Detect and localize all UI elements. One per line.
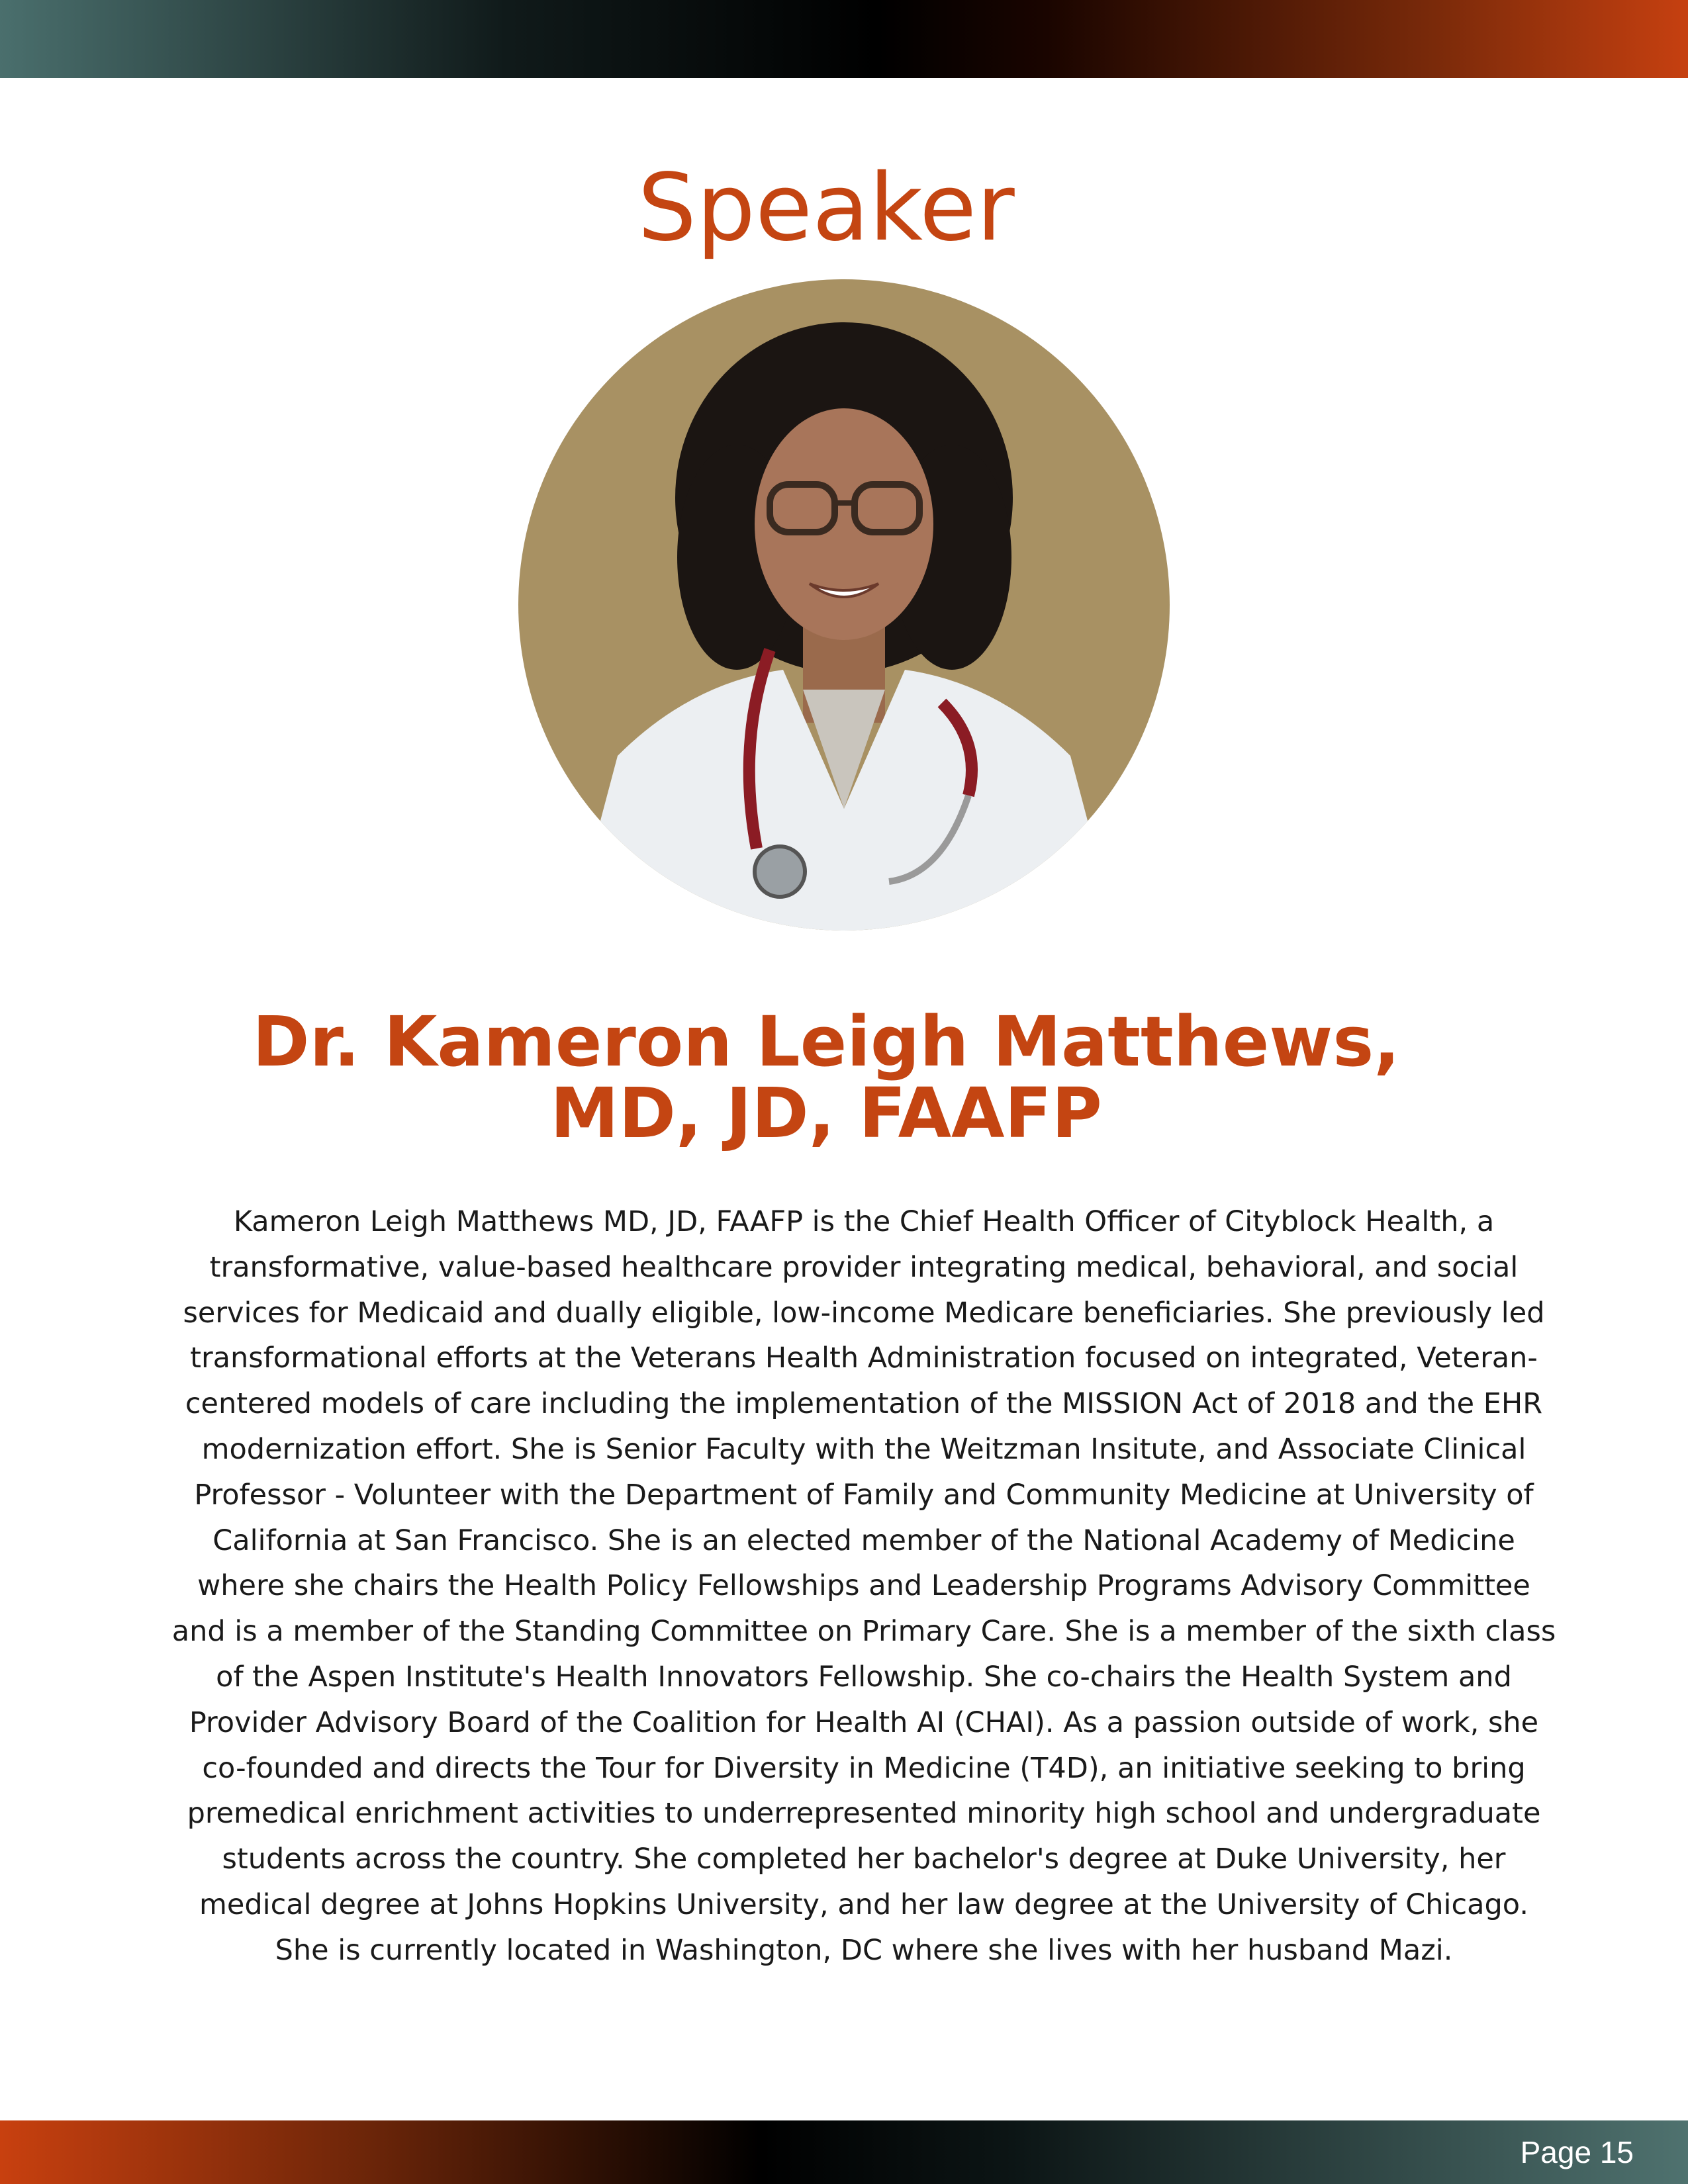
speaker-portrait — [518, 279, 1170, 931]
section-heading: Speaker — [637, 154, 1015, 262]
speaker-name — [0, 1001, 1652, 1154]
header-gradient-bar — [0, 0, 1688, 78]
footer-gradient-bar — [0, 2120, 1688, 2184]
speaker-name-line-2: MD, JD, FAAFP — [550, 1073, 1102, 1154]
speaker-bio: Kameron Leigh Matthews MD, JD, FAAFP is the Chief Health Officer of Cityblock Health, a transformative, value-based healthcare provider integrating medical, behavioral, and social services for Medicaid and dually eligible, low-income Medicare beneficiaries. She previously led transformational efforts at the Veterans Health Administration focused on integrated, Veteran-centered models of care including the implementation of the MISSION Act of 2018 and the EHR modernization effort. She is Senior Faculty with the Weitzman Insitute, and Associate Clinical Professor - Volunteer with the Department of Family and Community Medicine at University of California at San Francisco. She is an elected member of the National Academy of Medicine where she chairs the Health Policy Fellowships and Leadership Programs Advisory Committee and is a member of the Standing Committee on Primary Care. She is a member of the sixth class of the Aspen Institute's Health Innovators Fellowship. She co-chairs the Health System and Provider Advisory Board of the Coalition for Health AI (CHAI). As a passion outside of work, she co-founded and directs the Tour for Diversity in Medicine (T4D), an initiative seeking to bring premedical enrichment activities to underrepresented minority high school and undergraduate students across the country. She completed her bachelor's degree at Duke University, her medical degree at Johns Hopkins University, and her law degree at the University of Chicago. She is currently located in Washington, DC where she lives with her husband Mazi. — [171, 1205, 1556, 1967]
page-number: Page 15 — [1520, 2135, 1634, 2169]
speaker-name-line-1: Dr. Kameron Leigh Matthews, — [252, 1001, 1400, 1082]
